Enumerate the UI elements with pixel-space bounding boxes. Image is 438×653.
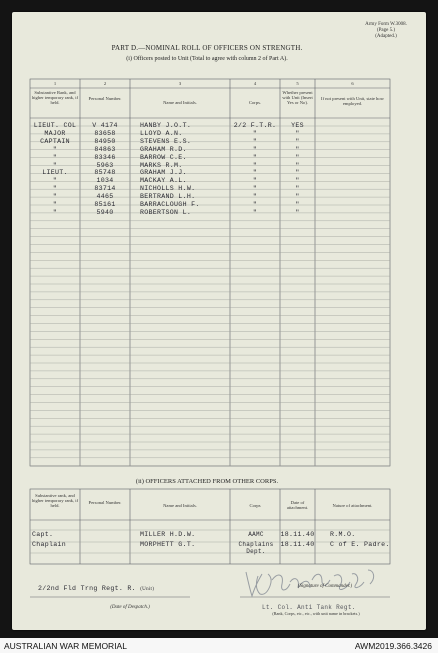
attached-rank: Capt. xyxy=(32,531,54,538)
officer-present: " xyxy=(295,137,300,145)
attached-corps: Chaplains Dept. xyxy=(238,540,274,555)
footer-accession: AWM2019.366.3426 xyxy=(354,641,432,651)
attached-date: 18.11.40 xyxy=(280,531,315,538)
header-employed: If not present with Unit, state how employed. xyxy=(321,96,384,107)
officer-name: MACKAY A.L. xyxy=(140,177,187,185)
header-present: Whether present with Unit (Insert Yes or No). xyxy=(282,90,313,106)
officer-rank: " xyxy=(52,145,58,153)
officer-present: " xyxy=(295,153,300,161)
officer-number: V 4174 xyxy=(92,122,118,129)
officer-corps: " xyxy=(252,129,258,137)
col-number-6: 6 xyxy=(351,81,354,86)
part-title: PART D.—NOMINAL ROLL OF OFFICERS ON STRENGTH. xyxy=(111,44,303,52)
officer-name: LLOYD A.N. xyxy=(140,129,183,137)
attached-corps: AAMC xyxy=(248,531,264,538)
attached-header-number: Personal Number. xyxy=(88,500,122,505)
officer-rank: " xyxy=(52,153,58,161)
officer-corps: " xyxy=(252,185,258,193)
officer-corps: " xyxy=(252,208,258,216)
attached-header-rank: Substantive rank, and higher temporary rank, if held. xyxy=(31,493,79,509)
officer-present: " xyxy=(295,169,300,177)
officer-name: MARKS R.M. xyxy=(140,161,183,169)
officer-name: BERTRAND L.H. xyxy=(140,193,196,201)
officer-corps: " xyxy=(252,201,258,208)
attached-header-nature: Nature of attachment. xyxy=(332,503,373,508)
col-number-3: 3 xyxy=(178,81,182,86)
officer-rank: LIEUT. xyxy=(42,169,68,177)
officer-rank: " xyxy=(52,185,58,193)
col-number-5: 5 xyxy=(296,81,299,86)
attached-header-corps: Corps xyxy=(249,503,261,508)
officer-number: 83714 xyxy=(94,185,116,193)
officer-rank: " xyxy=(52,193,58,201)
despatch-caption: (Date of Despatch.) xyxy=(110,605,150,610)
officer-name: NICHOLLS H.W. xyxy=(140,185,196,193)
header-corps: Corps. xyxy=(248,100,262,105)
officer-present: " xyxy=(295,161,300,169)
attached-name: MILLER H.D.W. xyxy=(140,531,196,538)
col-number-1: 1 xyxy=(53,81,57,86)
officer-name: GRAHAM R.D. xyxy=(140,145,187,153)
attached-header-date: Date of attachment. xyxy=(286,500,309,511)
officer-present: " xyxy=(295,201,300,208)
attached-name: MORPHETT G.T. xyxy=(140,540,196,548)
commander-typed: Lt. Col. Anti Tank Regt. xyxy=(262,604,356,611)
officer-present: " xyxy=(295,129,300,137)
officer-corps: " xyxy=(252,145,258,153)
officer-corps: " xyxy=(252,137,258,145)
form-adapted: (Adapted.) xyxy=(375,34,397,39)
officer-name: STEVENS E.S. xyxy=(140,137,192,145)
officer-corps: 2/2 F.T.R. xyxy=(233,122,277,129)
attached-rank: Chaplain xyxy=(32,540,67,548)
unit-caption: (Unit) xyxy=(140,587,155,592)
officer-name: BARRACLOUGH F. xyxy=(140,201,200,208)
officer-number: 5963 xyxy=(96,161,114,169)
attached-title: (ii) OFFICERS ATTACHED FROM OTHER CORPS. xyxy=(135,478,279,485)
signature-caption: (Signature of Commander.) xyxy=(297,584,353,589)
officer-number: 83658 xyxy=(94,129,116,137)
officer-name: HANBY J.O.T. xyxy=(140,122,192,129)
attached-header-name: Name and Initials. xyxy=(163,503,197,508)
officer-present: " xyxy=(295,208,300,216)
officer-corps: " xyxy=(252,169,258,177)
officer-rank: CAPTAIN xyxy=(40,137,70,145)
attached-nature: C of E. Padre. xyxy=(330,540,390,548)
officer-corps: " xyxy=(252,177,258,185)
form-number: Army Form W.3008. xyxy=(365,22,407,27)
form-page: (Page 5.) xyxy=(376,28,396,33)
officer-number: 85748 xyxy=(94,169,116,177)
officer-present: " xyxy=(295,177,300,185)
officer-present: " xyxy=(295,145,300,153)
officer-name: GRAHAM J.J. xyxy=(140,169,187,177)
archive-footer xyxy=(0,638,438,653)
officer-rank: " xyxy=(52,161,58,169)
officer-name: BARROW C.E. xyxy=(140,153,187,161)
part-subtitle: (i) Officers posted to Unit (Total to agree with column 2 of Part A). xyxy=(126,56,288,62)
attached-date: 18.11.40 xyxy=(280,540,315,548)
header-number: Personal Number. xyxy=(88,96,122,101)
commander-caption: (Rank, Corps, etc., etc., with unit name in brackets.) xyxy=(272,611,360,616)
officer-number: 4465 xyxy=(96,193,114,201)
officer-present: " xyxy=(295,185,300,193)
officer-number: 84863 xyxy=(94,145,116,153)
officer-rank: LIEUT. COL xyxy=(33,122,77,129)
officer-rank: " xyxy=(52,177,58,185)
col-number-4: 4 xyxy=(253,81,257,86)
officer-number: 84950 xyxy=(94,137,116,145)
officer-number: 85161 xyxy=(94,201,116,208)
officer-rank: " xyxy=(52,208,58,216)
officer-present: " xyxy=(295,193,300,201)
officer-corps: " xyxy=(252,161,258,169)
officer-number: 5940 xyxy=(96,208,114,216)
officer-rank: MAJOR xyxy=(44,129,66,137)
officer-number: 83346 xyxy=(94,153,116,161)
attached-nature: R.M.O. xyxy=(330,531,356,538)
officer-present: YES xyxy=(291,122,304,129)
header-name: Name and Initials. xyxy=(163,100,197,105)
officer-number: 1034 xyxy=(96,177,114,185)
col-number-2: 2 xyxy=(103,81,107,86)
officer-corps: " xyxy=(252,193,258,201)
officer-name: ROBERTSON L. xyxy=(140,208,192,216)
officer-corps: " xyxy=(252,153,258,161)
header-rank: Substantive Rank, and higher temporary rank, if held. xyxy=(31,90,79,106)
unit-name: 2/2nd Fld Trng Regt. R. xyxy=(38,585,136,592)
officer-rank: " xyxy=(52,201,58,208)
footer-institution: AUSTRALIAN WAR MEMORIAL xyxy=(4,641,127,651)
